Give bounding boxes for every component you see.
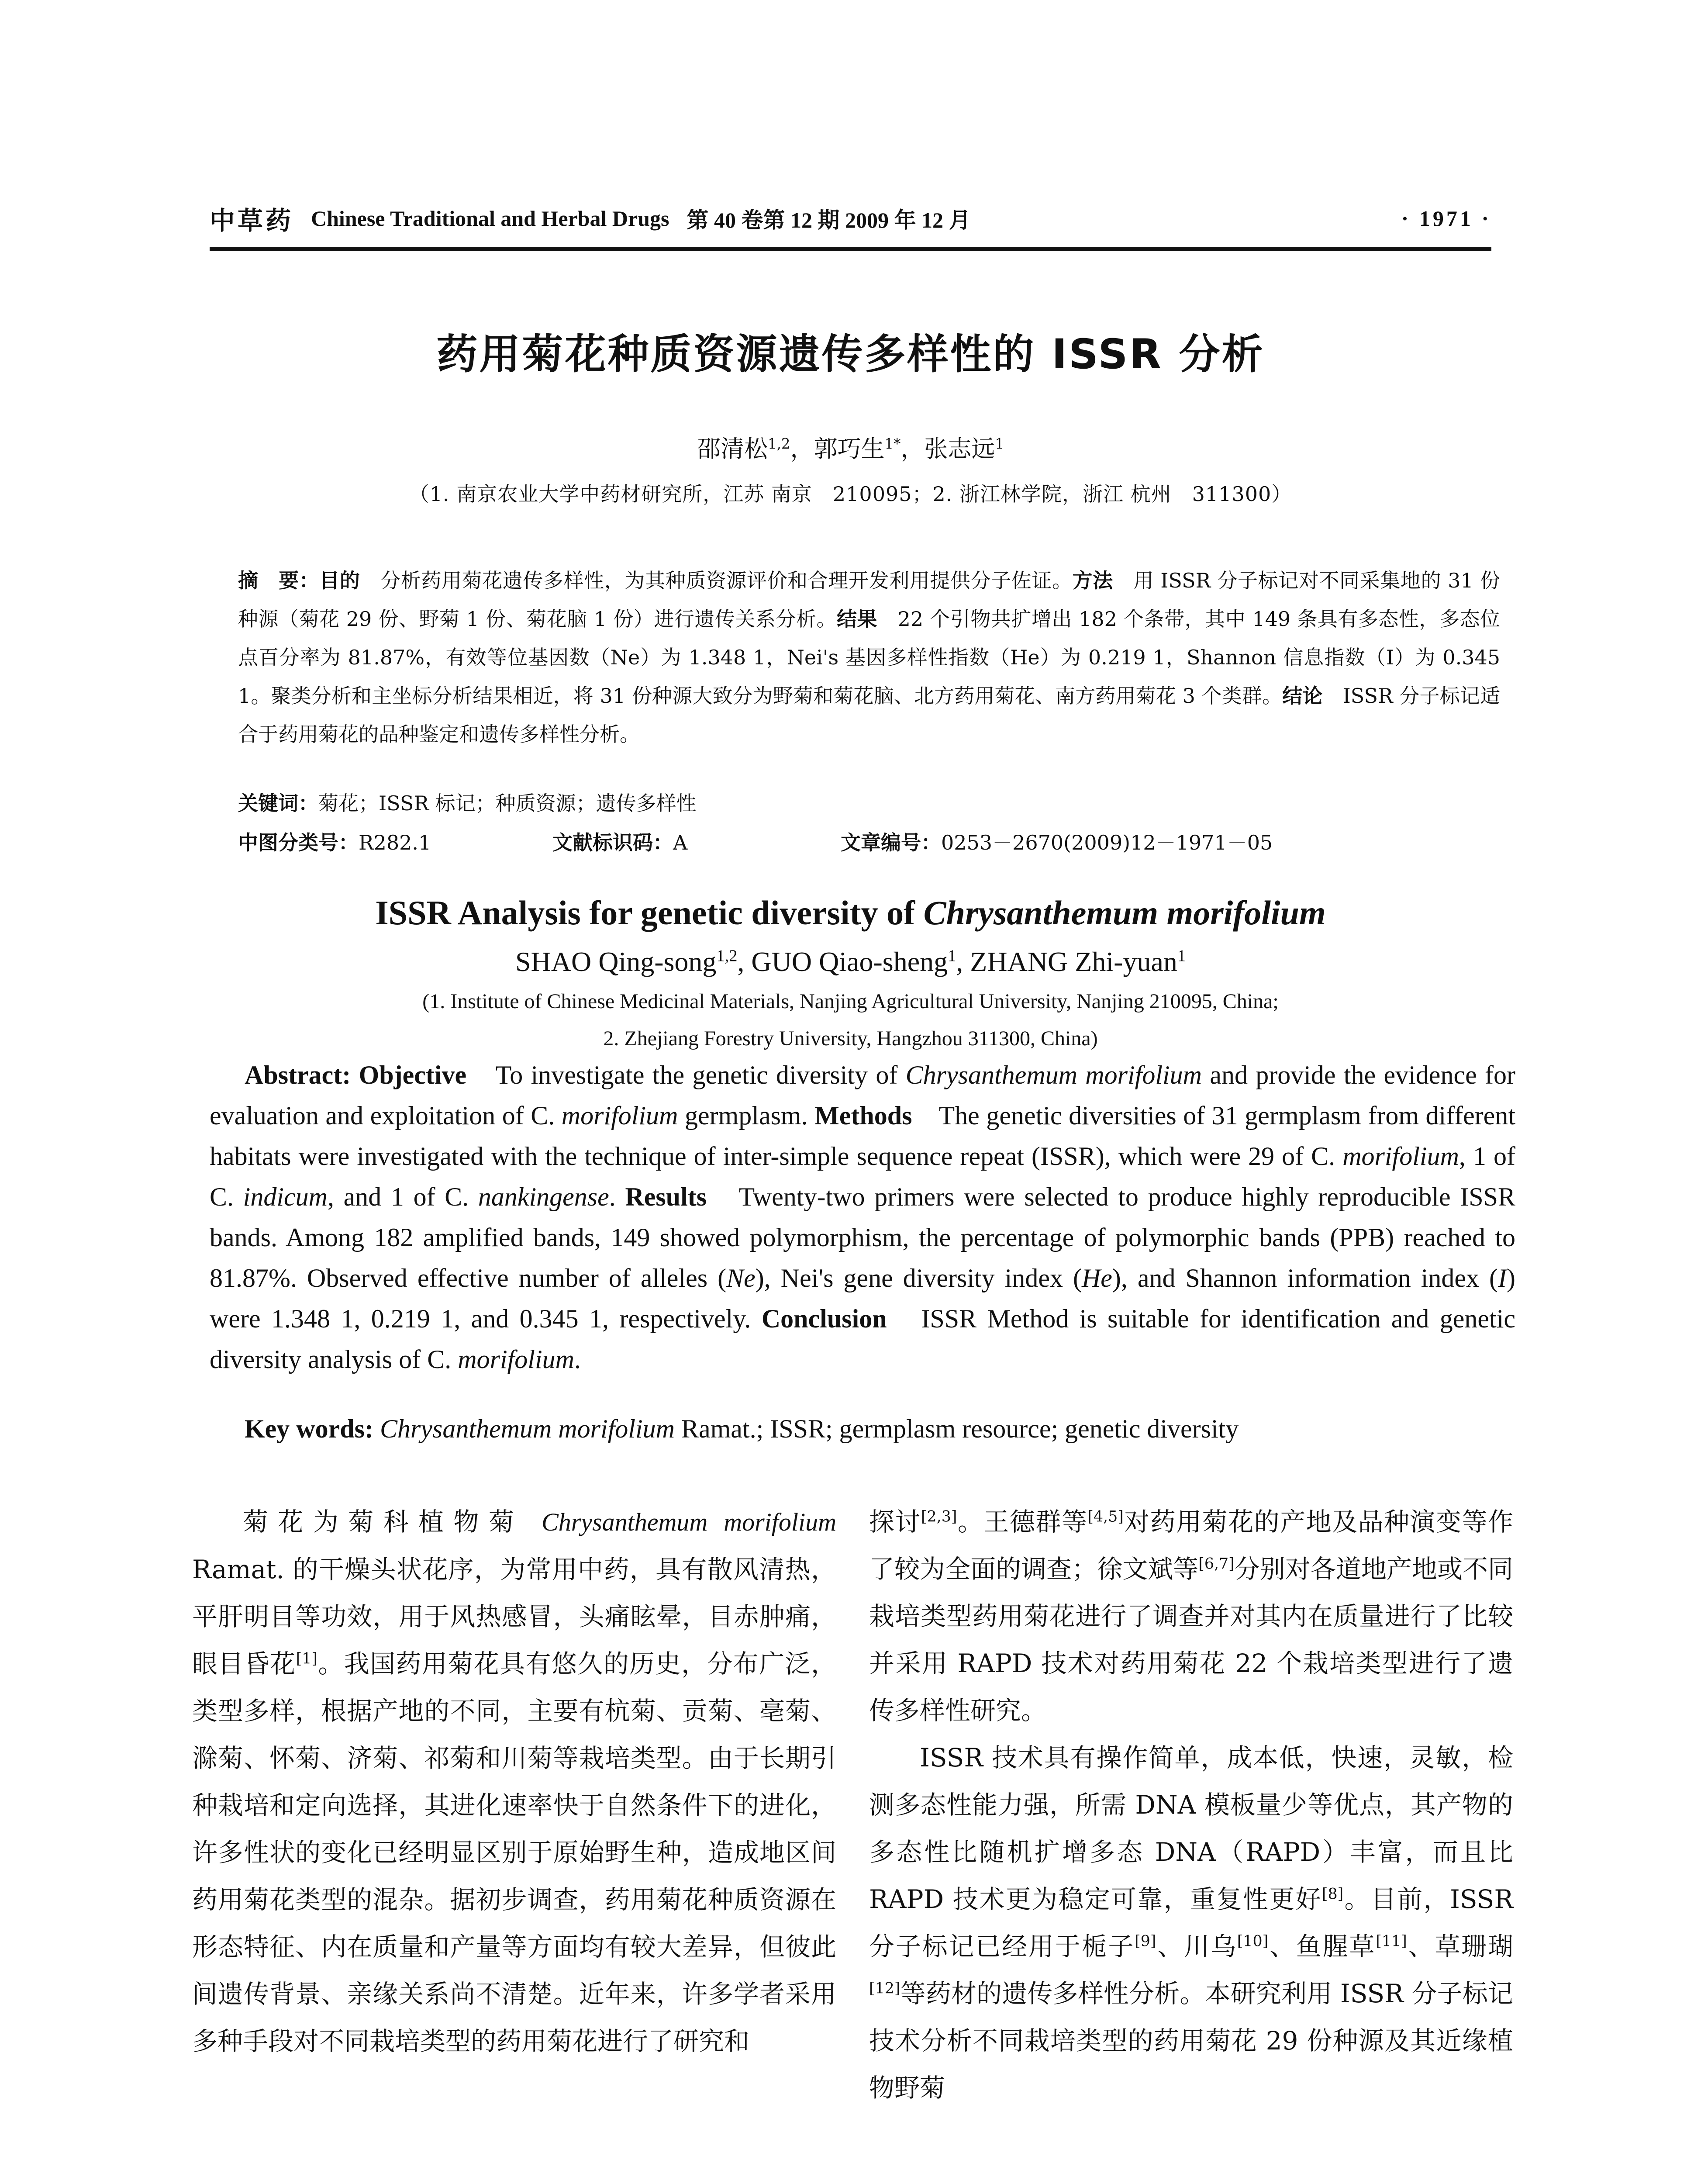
species-name: indicum — [243, 1182, 328, 1211]
body-text: 菊花为菊科植物菊 — [243, 1507, 542, 1537]
abstract-label: 摘 要： — [238, 569, 320, 592]
body-text: 等药材的遗传多样性分析。本研究利用 ISSR 分子标记技术分析不同栽培类型的药用菊花 29 份种源及其近缘植物野菊 — [869, 1979, 1513, 2103]
classification-line — [238, 823, 1500, 862]
body-text: 。我国药用菊花具有悠久的历史，分布广泛，类型多样，根据产地的不同，主要有杭菊、贡菊、亳菊、滁菊、怀菊、济菊、祁菊和川菊等栽培类型。由于长期引种栽培和定向选择，其进化速率快于自然条件下的进化，许多性状的变化已经明显区别于原始野生种，造成地区间药用菊花类型的混杂。据初步调查，药用菊花种质资源在形态特征、内在质量和产量等方面均有较大差异，但彼此间遗传背景、亲缘关系尚不清楚。近年来，许多学者采用多种手段对不同栽培类型的药用菊花进行了研究和 — [192, 1649, 836, 2056]
variable-name: I — [1498, 1264, 1507, 1292]
abstract-text: To investigate the genetic diversity of — [466, 1061, 906, 1089]
keywords-text: 菊花；ISSR 标记；种质资源；遗传多样性 — [318, 791, 697, 815]
abstract-text: Twenty-two primers were selected to produce highly reproducible ISSR bands. Among 182 amplified bands, 149 showed polymorphism, the percentage of polymorphic bands (PPB) reached to 81.87%. Observed effective number of alleles ( — [210, 1182, 1515, 1292]
body-text: 、草珊瑚 — [1407, 1932, 1513, 1961]
species-name: morifolium — [458, 1345, 574, 1374]
objective-text: 分析药用菊花遗传多样性，为其种质资源评价和合理开发利用提供分子佐证。 — [360, 569, 1073, 592]
author-name: SHAO Qing-song — [515, 946, 717, 977]
abstract-text: ), Nei's gene diversity index ( — [755, 1264, 1082, 1292]
body-column-left — [192, 1498, 836, 2065]
keywords-cn — [238, 784, 1500, 822]
species-name: Chrysanthemum morifolium — [905, 1061, 1202, 1089]
conclusion-label: Conclusion — [761, 1304, 887, 1333]
citation: [1] — [296, 1650, 317, 1668]
body-paragraph — [869, 1498, 1513, 1734]
body-text: 探讨 — [869, 1507, 921, 1537]
abstract-cn — [238, 561, 1500, 753]
abstract-text: , and 1 of C. — [327, 1182, 478, 1211]
affiliation-en-2: 2. Zhejiang Forestry University, Hangzhou 311300, China) — [603, 1027, 1098, 1050]
methods-label: Methods — [814, 1101, 912, 1130]
methods-label: 方法 — [1072, 569, 1113, 592]
abstract-text: . — [574, 1345, 581, 1374]
abstract-label: Abstract: — [245, 1061, 351, 1089]
citation: [12] — [869, 1980, 901, 1997]
body-column-right — [869, 1498, 1513, 2111]
variable-name: Ne — [726, 1264, 756, 1292]
author-affiliation-mark: 1 — [995, 435, 1004, 452]
abstract-text: and provide the evidence for evaluation and exploitation of C. — [210, 1061, 1515, 1130]
keywords-label: 关键词： — [238, 791, 318, 815]
body-text: Ramat. 的干燥头状花序，为常用中药，具有散风清热，平肝明目等功效，用于风热感冒，头痛眩晕，目赤肿痛，眼目昏花 — [192, 1555, 836, 1679]
methods-text: 用 ISSR 分子标记对不同采集地的 31 份种源（菊花 29 份、野菊 1 份、菊花脑 1 份）进行遗传关系分析。 — [238, 569, 1501, 631]
clc-number: R282.1 — [359, 831, 431, 854]
objective-label: 目的 — [319, 569, 360, 592]
article-number: 0253－2670(2009)12－1971－05 — [941, 831, 1273, 854]
keywords-en — [210, 1409, 1515, 1449]
author-affiliation-mark: 1,2 — [716, 947, 738, 965]
author-name: 邵清松 — [697, 435, 768, 463]
species-name: nankingense — [478, 1182, 609, 1211]
article-title-cn: 药用菊花种质资源遗传多样性的 ISSR 分析 — [436, 331, 1265, 378]
keywords-text: Ramat.; ISSR; germplasm resource; genetic diversity — [674, 1414, 1239, 1443]
citation: [9] — [1135, 1932, 1156, 1950]
abstract-text: , 1 of C. — [210, 1142, 1515, 1211]
authors-en — [0, 946, 1701, 978]
body-text: 、川乌 — [1156, 1932, 1237, 1961]
authors-cn — [0, 430, 1701, 464]
affiliations-cn: （1. 南京农业大学中药材研究所，江苏 南京 210095；2. 浙江林学院，浙江 杭州 311300） — [409, 482, 1292, 506]
results-text: 22 个引物共扩增出 182 个条带，其中 149 条具有多态性，多态位点百分率为 81.87%，有效等位基因数（Ne）为 1.348 1，Nei's 基因多样性指数（He）为 0.219 1，Shannon 信息指数（I）为 0.345 1。聚类分析和主坐标分析结果相近，将 31 份种源大致分为野菊和菊花脑、北方药用菊花、南方药用菊花 3 个类群。 — [238, 607, 1500, 708]
author-affiliation-mark: 1,2 — [768, 435, 790, 452]
citation: [10] — [1237, 1932, 1269, 1950]
author-name: , ZHANG Zhi-yuan — [956, 946, 1177, 977]
citation: [11] — [1376, 1932, 1407, 1950]
page-number: · 1971 · — [1401, 206, 1491, 231]
clc-label: 中图分类号： — [238, 831, 359, 854]
author-affiliation-mark: 1 — [1177, 947, 1186, 965]
journal-issue: 第 40 卷第 12 期 2009 年 12 月 — [687, 208, 971, 232]
abstract-text: germplasm. — [678, 1101, 815, 1130]
species-name: morifolium — [1342, 1142, 1459, 1171]
results-label: 结果 — [837, 607, 878, 631]
body-text: 对药用菊花的产地及品种演变等作了较为全面的调查；徐文斌等 — [869, 1507, 1513, 1584]
journal-name-cn: 中草药 — [210, 207, 294, 235]
keyword-species: Chrysanthemum morifolium — [373, 1414, 675, 1443]
conclusion-text: ISSR 分子标记适合于药用菊花的品种鉴定和遗传多样性分析。 — [238, 684, 1500, 746]
affiliation-en-1: (1. Institute of Chinese Medicinal Materials, Nanjing Agricultural University, Nanjing 210095, China; — [422, 990, 1279, 1013]
results-label: Results — [625, 1182, 707, 1211]
header-rule — [210, 247, 1491, 251]
conclusion-label: 结论 — [1282, 684, 1323, 708]
journal-info — [210, 200, 971, 237]
author-name: ，张志远 — [901, 435, 995, 463]
author-affiliation-mark: 1* — [884, 435, 901, 452]
citation: [6,7] — [1198, 1555, 1235, 1573]
article-title-en — [0, 893, 1701, 933]
running-header — [210, 199, 1491, 238]
body-text: 、鱼腥草 — [1268, 1932, 1376, 1961]
citation: [4,5] — [1087, 1508, 1124, 1526]
doc-code-label: 文献标识码： — [552, 831, 673, 854]
species-name: morifolium — [561, 1101, 678, 1130]
abstract-text: ) were 1.348 1, 0.219 1, and 0.345 1, respectively. — [210, 1264, 1515, 1333]
author-name: , GUO Qiao-sheng — [737, 946, 948, 977]
body-paragraph — [869, 1734, 1513, 2111]
body-text: ISSR 技术具有操作简单，成本低，快速，灵敏，检测多态性能力强，所需 DNA 模板量少等优点，其产物的多态性比随机扩增多态 DNA（RAPD）丰富，而且比 RAPD 技术更为稳定可靠，重复性更好 — [869, 1743, 1513, 1914]
abstract-en — [210, 1055, 1515, 1380]
journal-name-en: Chinese Traditional and Herbal Drugs — [311, 206, 669, 231]
doc-code: A — [673, 831, 688, 854]
body-text: 分别对各道地产地或不同栽培类型药用菊花进行了调查并对其内在质量进行了比较并采用 RAPD 技术对药用菊花 22 个栽培类型进行了遗传多样性研究。 — [869, 1554, 1513, 1725]
variable-name: He — [1081, 1264, 1112, 1292]
abstract-text: The genetic diversities of 31 germplasm from different habitats were investigated with the technique of inter-simple sequence repeat (ISSR), which were 29 of C. — [210, 1101, 1515, 1171]
article-number-label: 文章编号： — [841, 831, 941, 854]
keywords-label: Key words: — [245, 1414, 373, 1443]
author-name: ，郭巧生 — [790, 435, 885, 463]
title-text: ISSR Analysis for genetic diversity of — [375, 894, 924, 932]
author-affiliation-mark: 1 — [948, 947, 956, 965]
citation: [8] — [1321, 1885, 1344, 1903]
abstract-text: ), and Shannon information index ( — [1112, 1264, 1498, 1292]
title-species: Chrysanthemum morifolium — [923, 894, 1326, 932]
objective-label: Objective — [359, 1061, 467, 1089]
body-text: 。目前，ISSR 分子标记已经用于栀子 — [869, 1884, 1514, 1961]
abstract-text: ISSR Method is suitable for identification and genetic diversity analysis of C. — [210, 1304, 1515, 1374]
citation: [2,3] — [921, 1508, 957, 1526]
species-name: Chrysanthemum morifolium — [542, 1508, 836, 1536]
abstract-text: . — [609, 1182, 625, 1211]
body-text: 。王德群等 — [957, 1507, 1088, 1537]
